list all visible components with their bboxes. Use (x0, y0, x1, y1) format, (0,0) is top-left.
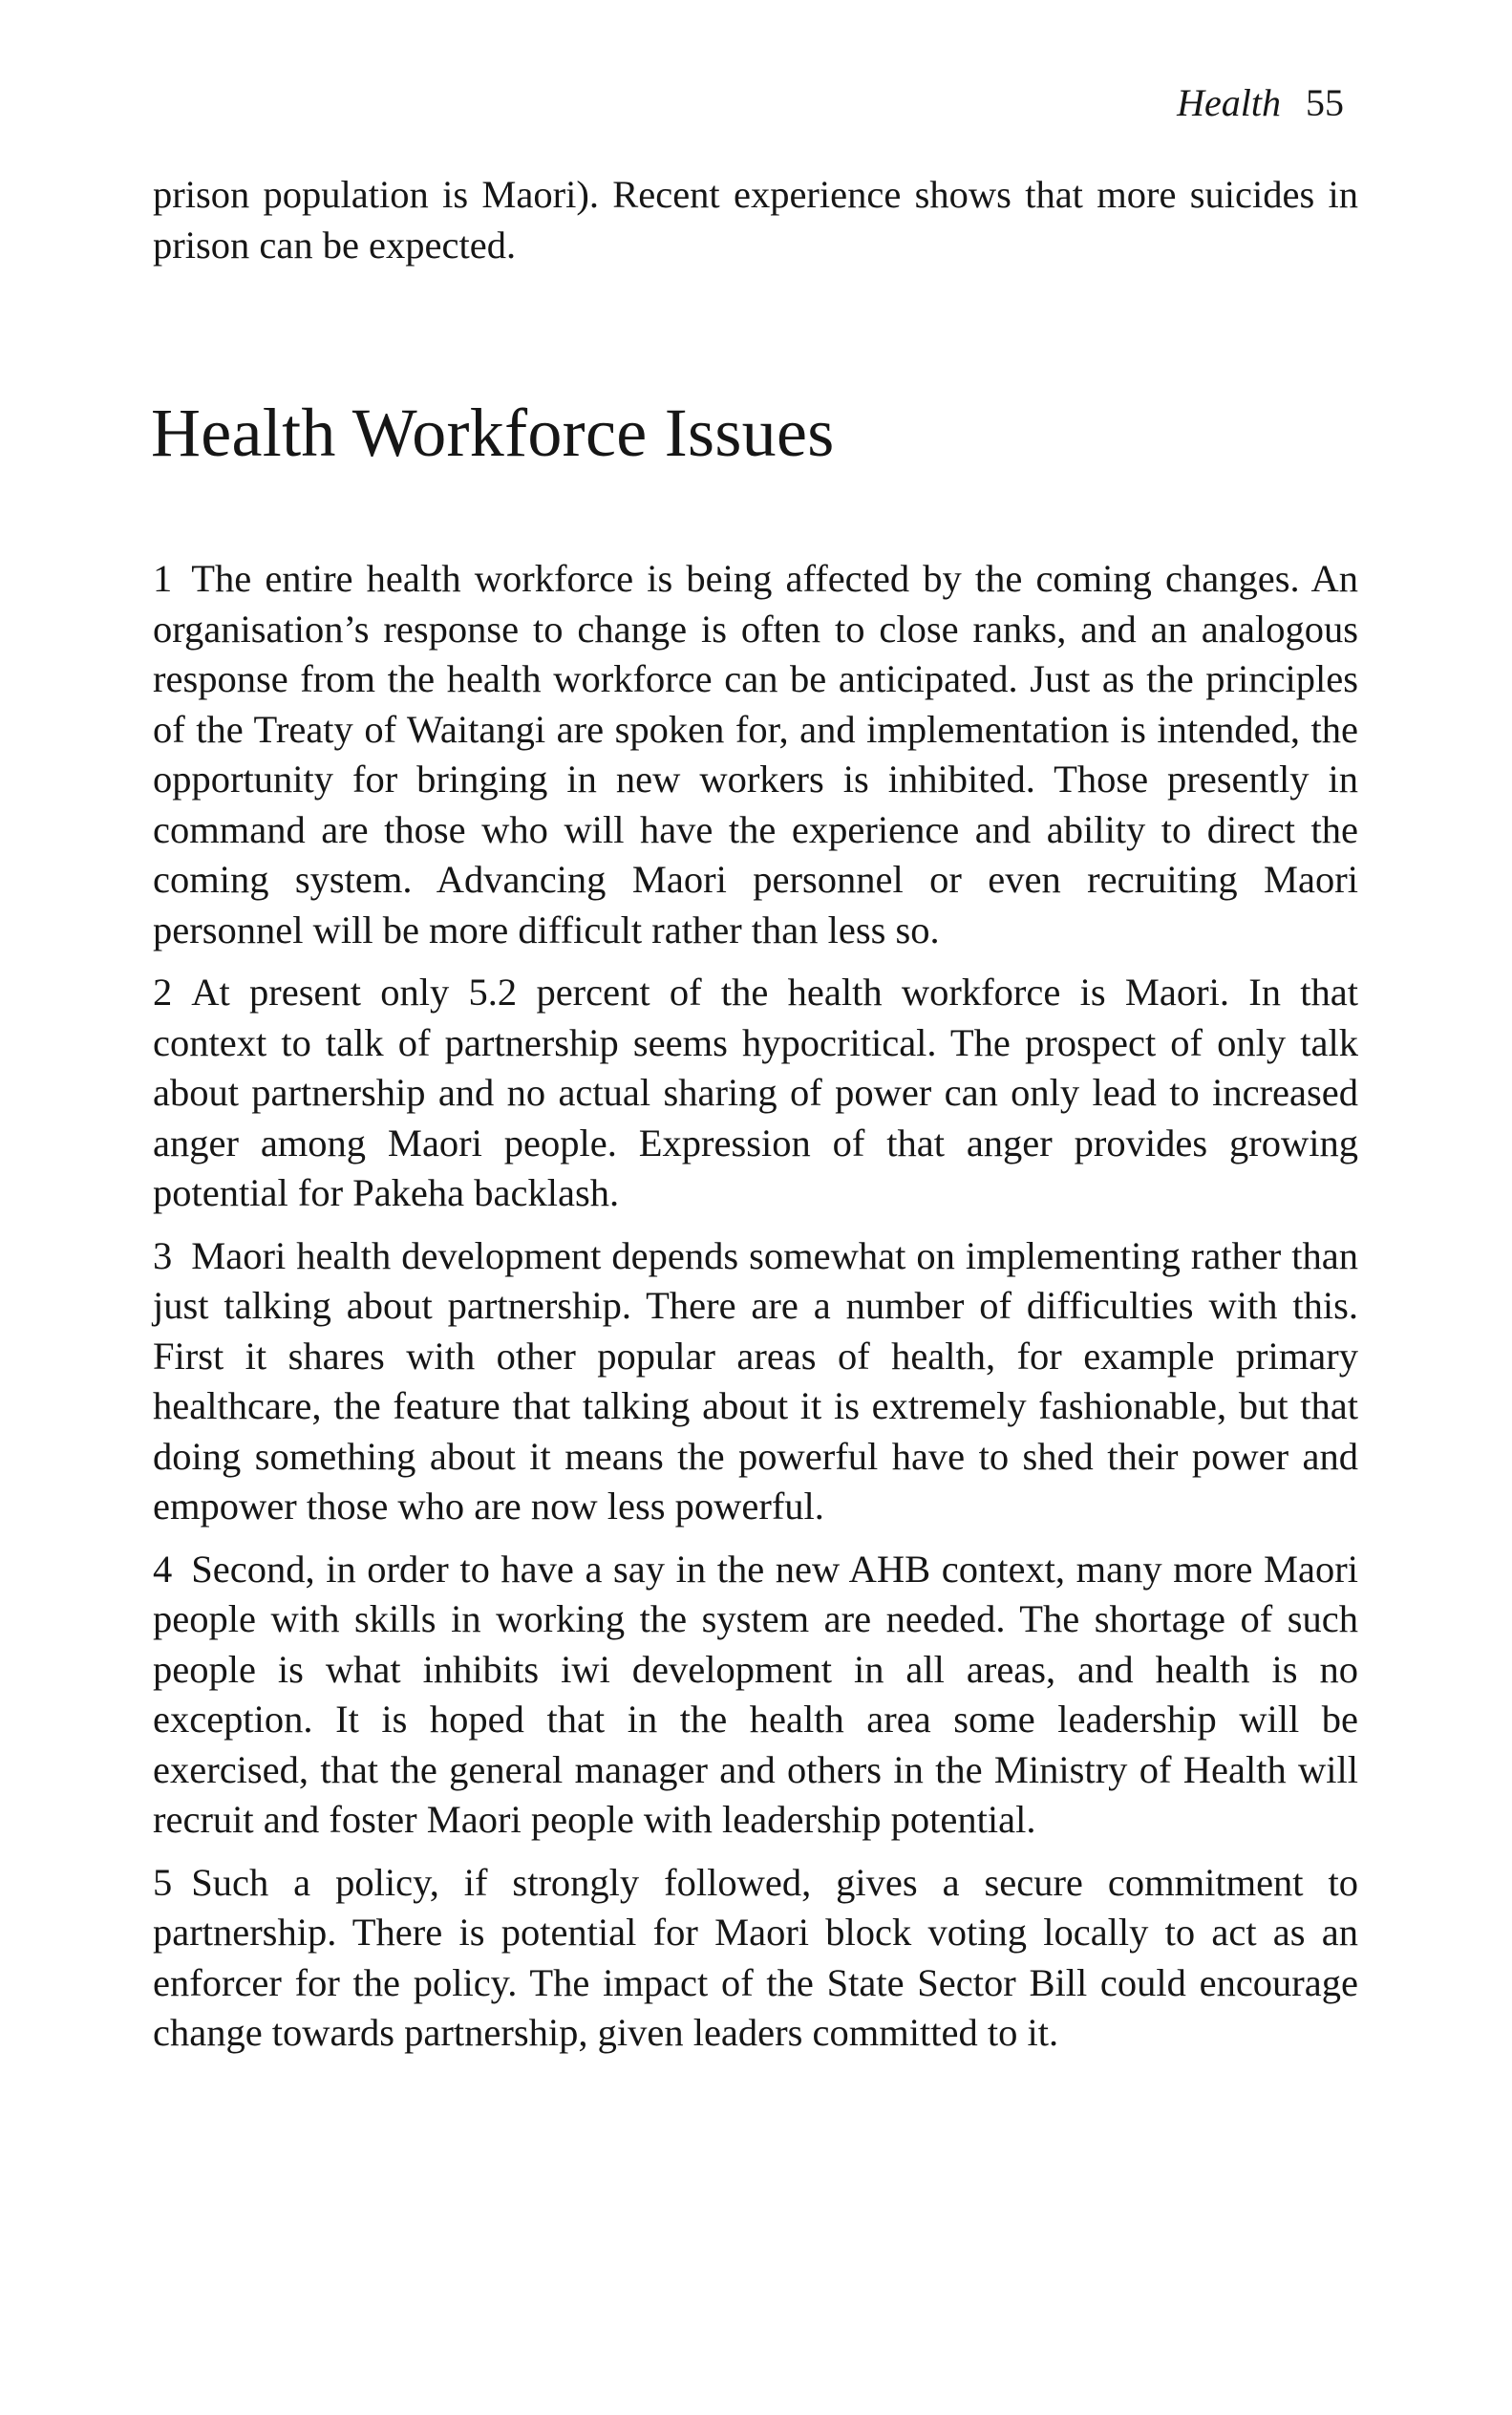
section-heading: Health Workforce Issues (151, 395, 835, 471)
running-header-title: Health (1177, 81, 1281, 124)
paragraph-text: The entire health workforce is being affected by the coming changes. An organisation’s response to change is often to close ranks, and an analogous response from the health workforce can be anticipated. Just as the principles of the Treaty of Waitangi are spoken for, and implementation is intended, the opportunity for bringing in new workers is inhibited. Those presently in command are those who will have the experience and ability to direct the coming system. Advancing Maori personnel or even recruiting Maori personnel will be more difficult rather than less so. (153, 557, 1358, 951)
paragraph-text: At present only 5.2 percent of the health workforce is Maori. In that context to talk of partnership seems hypocritical. The prospect of only talk about partnership and no actual sharing of power can only lead to increased anger among Maori people. Expression of that anger provides growing potential for Pakeha backlash. (153, 971, 1358, 1214)
numbered-paragraph-2 (153, 968, 1358, 1219)
paragraph-text: Second, in order to have a say in the new AHB context, many more Maori people with skills in working the system are needed. The shortage of such people is what inhibits iwi development in all areas, and health is no exception. It is hoped that in the health area some leadership will be exercised, that the general manager and others in the Ministry of Health will recruit and foster Maori people with leadership potential. (153, 1547, 1358, 1841)
running-header (1177, 80, 1344, 126)
paragraph-text: Such a policy, if strongly followed, gives a secure commitment to partnership. There is potential for Maori block voting locally to act as an enforcer for the policy. The impact of the State Sector Bill could encourage change towards partnership, given leaders committed to it. (153, 1860, 1358, 2054)
numbered-paragraphs (153, 554, 1358, 2071)
numbered-paragraph-3 (153, 1231, 1358, 1532)
paragraph-number: 4 (153, 1547, 173, 1591)
numbered-paragraph-4 (153, 1545, 1358, 1846)
numbered-paragraph-5 (153, 1858, 1358, 2059)
continuation-paragraph: prison population is Maori). Recent experience shows that more suicides in prison can be expected. (153, 173, 1358, 267)
numbered-paragraph-1 (153, 554, 1358, 955)
paragraph-number: 5 (153, 1860, 173, 1904)
page-number: 55 (1306, 81, 1344, 124)
paragraph-number: 3 (153, 1233, 173, 1277)
paragraph-text: Maori health development depends somewhat on implementing rather than just talking about partnership. There are a number of difficulties with this. First it shares with other popular areas of health, for example primary healthcare, the feature that talking about it is extremely fashionable, but that doing something about it means the powerful have to shed their power and empower those who are now less powerful. (153, 1233, 1358, 1528)
paragraph-number: 1 (153, 557, 173, 600)
paragraph-number: 2 (153, 971, 173, 1014)
